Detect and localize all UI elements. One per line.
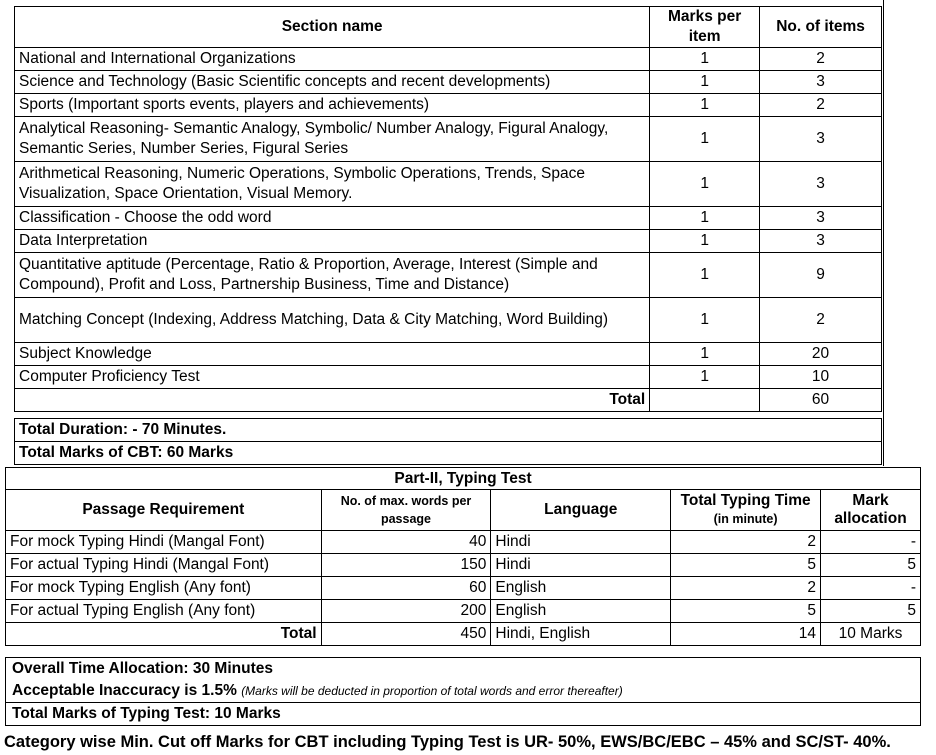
no-of-items: 20 xyxy=(760,343,882,366)
table-row xyxy=(6,600,921,623)
table-row xyxy=(6,554,921,577)
no-of-items: 3 xyxy=(760,117,882,162)
marks-per-item: 1 xyxy=(650,298,760,343)
no-of-items: 3 xyxy=(760,230,882,253)
table-row xyxy=(15,117,882,162)
marks-per-item: 1 xyxy=(650,366,760,389)
section-name: Matching Concept (Indexing, Address Matching, Data & City Matching, Word Building) xyxy=(15,298,650,343)
table-row xyxy=(6,531,921,554)
total-row xyxy=(6,623,921,646)
no-of-items: 2 xyxy=(760,94,882,117)
inaccuracy-line xyxy=(6,680,920,702)
header-time-main: Total Typing Time xyxy=(680,492,811,509)
total-marks-cbt: Total Marks of CBT: 60 Marks xyxy=(15,442,882,465)
cutoff-footer: Category wise Min. Cut off Marks for CBT including Typing Test is UR- 50%, EWS/BC/EBC – 45% and SC/ST- 40%. xyxy=(4,733,891,751)
no-of-items: 3 xyxy=(760,162,882,207)
part1-table xyxy=(14,6,882,412)
marks-per-item: 1 xyxy=(650,71,760,94)
language: Hindi xyxy=(491,554,671,577)
no-of-items: 3 xyxy=(760,207,882,230)
table-row xyxy=(15,230,882,253)
passage: For mock Typing English (Any font) xyxy=(6,577,322,600)
header-no-of-items: No. of items xyxy=(760,7,882,48)
words: 60 xyxy=(321,577,491,600)
total-time: 14 xyxy=(671,623,821,646)
total-language: Hindi, English xyxy=(491,623,671,646)
marks-per-item: 1 xyxy=(650,230,760,253)
section-name: National and International Organizations xyxy=(15,48,650,71)
mark-allocation: 5 xyxy=(821,554,921,577)
overall-time: Overall Time Allocation: 30 Minutes xyxy=(12,660,273,677)
language: English xyxy=(491,600,671,623)
header-typing-time xyxy=(671,490,821,531)
marks-per-item: 1 xyxy=(650,48,760,71)
typing-total-marks: Total Marks of Typing Test: 10 Marks xyxy=(6,702,920,725)
total-row xyxy=(15,389,882,412)
section-name: Computer Proficiency Test xyxy=(15,366,650,389)
table-row xyxy=(15,298,882,343)
part1-header-row xyxy=(15,7,882,48)
part2-summary xyxy=(5,657,921,726)
section-name: Classification - Choose the odd word xyxy=(15,207,650,230)
part2-header-row xyxy=(6,490,921,531)
no-of-items: 9 xyxy=(760,253,882,298)
marks-per-item: 1 xyxy=(650,94,760,117)
table-row xyxy=(15,253,882,298)
part1-summary xyxy=(14,418,882,465)
no-of-items: 3 xyxy=(760,71,882,94)
words: 200 xyxy=(321,600,491,623)
table-row xyxy=(6,577,921,600)
header-words: No. of max. words per passage xyxy=(321,490,491,531)
header-marks-per-item: Marks per item xyxy=(650,7,760,48)
inaccuracy: Acceptable Inaccuracy is 1.5% xyxy=(12,682,237,699)
total-marks-empty xyxy=(650,389,760,412)
table-row xyxy=(15,343,882,366)
section-name: Analytical Reasoning- Semantic Analogy, Symbolic/ Number Analogy, Figural Analogy, Semantic Series, Number Series, Figural Series xyxy=(15,117,650,162)
no-of-items: 2 xyxy=(760,298,882,343)
total-label: Total xyxy=(15,389,650,412)
header-mark-allocation: Mark allocation xyxy=(821,490,921,531)
total-words: 450 xyxy=(321,623,491,646)
marks-per-item: 1 xyxy=(650,162,760,207)
passage: For actual Typing English (Any font) xyxy=(6,600,322,623)
part2-table xyxy=(5,467,921,646)
marks-per-item: 1 xyxy=(650,117,760,162)
part2-title-row xyxy=(6,468,921,490)
typing-time: 2 xyxy=(671,531,821,554)
section-name: Science and Technology (Basic Scientific concepts and recent developments) xyxy=(15,71,650,94)
header-time-sub: (in minute) xyxy=(713,512,778,526)
passage: For actual Typing Hindi (Mangal Font) xyxy=(6,554,322,577)
mark-allocation: 5 xyxy=(821,600,921,623)
table-row xyxy=(15,94,882,117)
no-of-items: 10 xyxy=(760,366,882,389)
table-row xyxy=(15,162,882,207)
table-row xyxy=(15,366,882,389)
section-name: Sports (Important sports events, players and achievements) xyxy=(15,94,650,117)
no-of-items: 2 xyxy=(760,48,882,71)
outer-border xyxy=(883,0,884,466)
typing-time: 2 xyxy=(671,577,821,600)
inaccuracy-note: (Marks will be deducted in proportion of total words and error thereafter) xyxy=(241,684,623,698)
section-name: Arithmetical Reasoning, Numeric Operations, Symbolic Operations, Trends, Space Visualization, Space Orientation, Visual Memory. xyxy=(15,162,650,207)
mark-allocation: - xyxy=(821,531,921,554)
section-name: Data Interpretation xyxy=(15,230,650,253)
header-language: Language xyxy=(491,490,671,531)
typing-time: 5 xyxy=(671,554,821,577)
table-row xyxy=(15,48,882,71)
passage: For mock Typing Hindi (Mangal Font) xyxy=(6,531,322,554)
part2-title: Part-II, Typing Test xyxy=(6,468,921,490)
mark-allocation: - xyxy=(821,577,921,600)
marks-per-item: 1 xyxy=(650,207,760,230)
total-duration: Total Duration: - 70 Minutes. xyxy=(15,419,882,442)
table-row xyxy=(15,71,882,94)
table-row xyxy=(15,207,882,230)
section-name: Quantitative aptitude (Percentage, Ratio & Proportion, Average, Interest (Simple and Compound), Profit and Loss, Partnership Business, Time and Distance) xyxy=(15,253,650,298)
marks-per-item: 1 xyxy=(650,253,760,298)
total-marks: 10 Marks xyxy=(821,623,921,646)
language: Hindi xyxy=(491,531,671,554)
marks-per-item: 1 xyxy=(650,343,760,366)
section-name: Subject Knowledge xyxy=(15,343,650,366)
total-items: 60 xyxy=(760,389,882,412)
typing-time: 5 xyxy=(671,600,821,623)
language: English xyxy=(491,577,671,600)
words: 40 xyxy=(321,531,491,554)
words: 150 xyxy=(321,554,491,577)
header-passage: Passage Requirement xyxy=(6,490,322,531)
total-label: Total xyxy=(6,623,322,646)
header-section-name: Section name xyxy=(15,7,650,48)
